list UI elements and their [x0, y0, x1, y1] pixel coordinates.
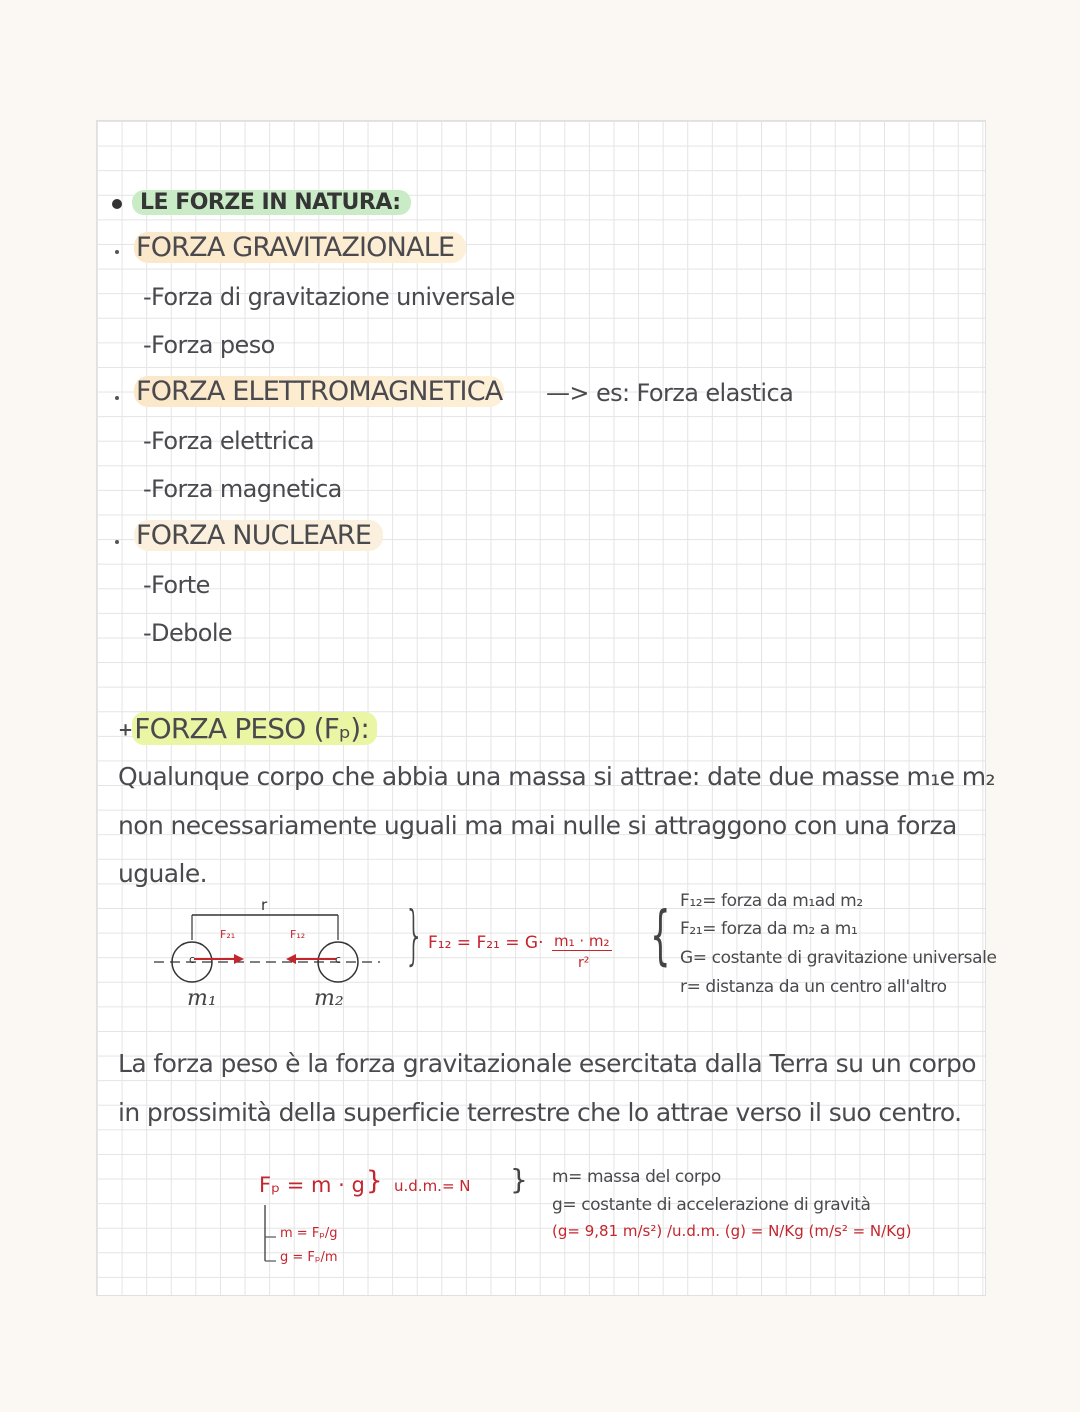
- sub-item: -Forza peso: [143, 331, 275, 359]
- unit-label: u.d.m.= N: [394, 1177, 471, 1195]
- section-title-forza-peso: +FORZA PESO (Fₚ):: [118, 712, 377, 745]
- paragraph-line: non necessariamente uguali ma mai nulle si attraggono con una forza: [118, 811, 957, 840]
- paragraph-line: uguale.: [118, 859, 207, 888]
- derived-formula-g: g = Fₚ/m: [280, 1250, 338, 1265]
- legend-line: m= massa del corpo: [552, 1167, 721, 1187]
- legend-line: F₂₁= forza da m₂ a m₁: [680, 919, 858, 939]
- arrow-note: —> es: Forza elastica: [546, 379, 794, 407]
- paragraph-line: Qualunque corpo che abbia una massa si attrae: date due masse m₁e m₂: [118, 762, 995, 791]
- brace: {: [650, 899, 671, 973]
- legend-line: G= costante di gravitazione universale: [680, 948, 997, 968]
- center-label: c: [189, 953, 196, 966]
- legend-line: F₁₂= forza da m₁ad m₂: [680, 891, 863, 911]
- definition-line: La forza peso è la forza gravitazionale esercitata dalla Terra su un corpo: [118, 1049, 976, 1078]
- gravitation-formula-lhs: F₁₂ = F₂₁ = G·: [428, 933, 544, 953]
- sub-item: -Debole: [143, 619, 233, 647]
- center-label: c: [335, 953, 342, 966]
- gravitation-formula-numerator: m₁ · m₂: [554, 932, 610, 950]
- brace: }: [510, 1163, 528, 1196]
- category-title-nucleare: FORZA NUCLEARE: [134, 520, 383, 551]
- mass-label-2: m₂: [314, 986, 344, 1011]
- derivation-arrow: [260, 1203, 282, 1269]
- force-label-21: F₂₁: [220, 928, 236, 941]
- category-title-gravitazionale: FORZA GRAVITAZIONALE: [134, 232, 466, 263]
- gravitation-formula-denominator: r²: [578, 955, 590, 971]
- definition-line: in prossimità della superficie terrestre che lo attrae verso il suo centro.: [118, 1098, 962, 1127]
- sub-item: -Forza elettrica: [143, 427, 314, 455]
- page-heading: LE FORZE IN NATURA:: [132, 190, 411, 215]
- sub-item: -Forza di gravitazione universale: [143, 283, 515, 311]
- sub-item: -Forte: [143, 571, 210, 599]
- category-title-elettromagnetica: FORZA ELETTROMAGNETICA: [136, 376, 503, 407]
- legend-line: g= costante di accelerazione di gravità: [552, 1195, 871, 1215]
- sub-item: -Forza magnetica: [143, 475, 342, 503]
- legend-line: (g= 9,81 m/s²) /u.d.m. (g) = N/Kg (m/s² = N/Kg): [552, 1222, 912, 1240]
- brace: }: [366, 1166, 383, 1196]
- plus-bullet: +: [118, 719, 133, 741]
- category-dot: [115, 540, 119, 544]
- category-dot: [115, 250, 119, 254]
- brace: }: [404, 899, 425, 973]
- legend-line: r= distanza da un centro all'altro: [680, 977, 947, 997]
- weight-formula: Fₚ = m · g: [259, 1173, 365, 1197]
- mass-label-1: m₁: [187, 986, 217, 1011]
- force-label-12: F₁₂: [290, 928, 306, 941]
- derived-formula-m: m = Fₚ/g: [280, 1226, 338, 1241]
- category-dot: [115, 396, 119, 400]
- bullet-dot: [112, 199, 122, 209]
- distance-label: r: [261, 896, 268, 914]
